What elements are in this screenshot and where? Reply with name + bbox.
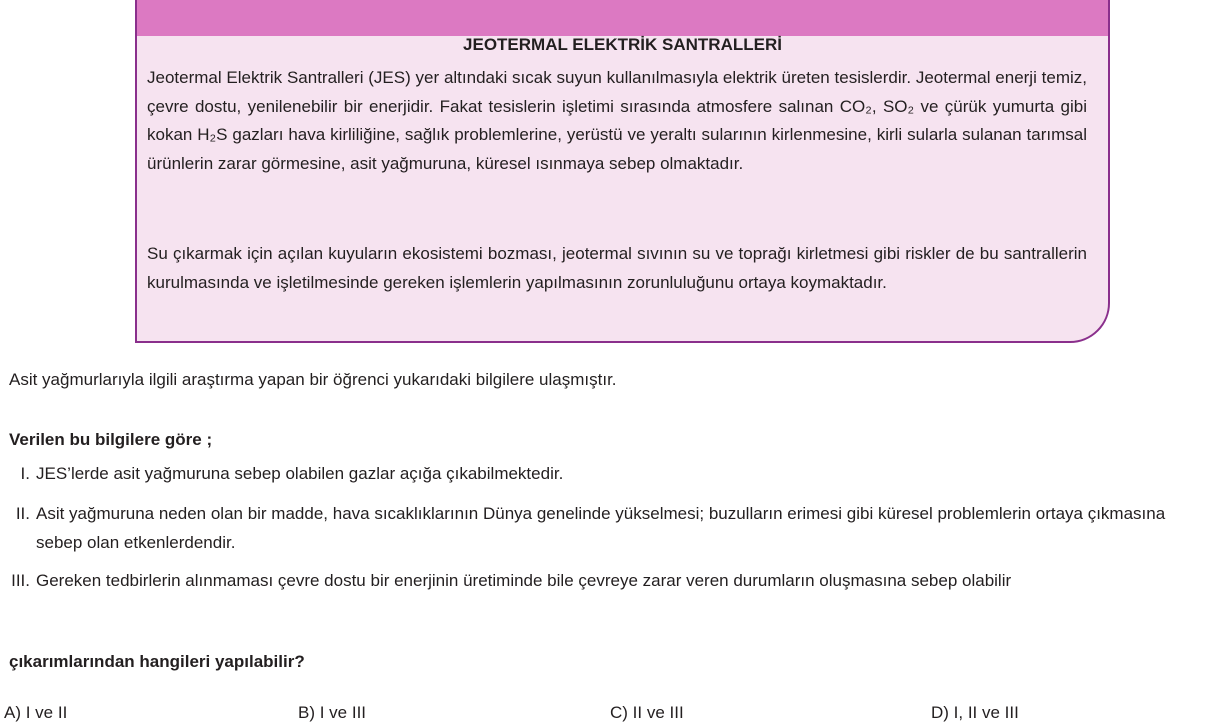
box-title: JEOTERMAL ELEKTRİK SANTRALLERİ bbox=[463, 35, 782, 54]
header-band bbox=[137, 0, 1108, 36]
option-d[interactable]: D) I, II ve III bbox=[931, 703, 1019, 722]
option-a[interactable]: A) I ve II bbox=[4, 703, 68, 722]
question-prompt: çıkarımlarından hangileri yapılabilir? bbox=[9, 652, 305, 671]
statement-text: Gereken tedbirlerin alınmaması çevre dostu bir enerjinin üretiminde bile çevreye zarar veren durumların oluşmasına sebep olabilir bbox=[36, 571, 1012, 590]
statement-number: III. bbox=[11, 571, 30, 590]
info-box bbox=[135, 0, 1110, 343]
question-lead: Verilen bu bilgilere göre ; bbox=[9, 430, 213, 449]
statement-number: I. bbox=[20, 464, 30, 483]
box-paragraph-2: Su çıkarmak için açılan kuyuların ekosistemi bozması, jeotermal sıvının su ve toprağı kirletmesi gibi riskler de bu santrallerin kurulmasında ve işletilmesinde gereken işlemlerin yapılmasının zorunluluğunu ortaya koymaktadır. bbox=[147, 244, 1087, 292]
option-c[interactable]: C) II ve III bbox=[610, 703, 684, 722]
statement-text: JES’lerde asit yağmuruna sebep olabilen gazlar açığa çıkabilmektedir. bbox=[36, 464, 564, 483]
box-paragraph-1: Jeotermal Elektrik Santralleri (JES) yer altındaki sıcak suyun kullanılmasıyla elektrik üreten tesislerdir. Jeotermal enerji temiz, çevre dostu, yenilenebilir bir enerjidir. Fakat tesislerin işletimi sırasında atmosfere salınan CO₂, SO₂ ve çürük yumurta gibi kokan H₂S gazları hava kirliliğine, sağlık problemlerine, yerüstü ve yeraltı sularının kirlenmesine, kirli sularla sulanan tarımsal ürünlerin zarar görmesine, asit yağmuruna, küresel ısınmaya sebep olmaktadır. bbox=[147, 68, 1087, 173]
option-b[interactable]: B) I ve III bbox=[298, 703, 367, 722]
statement-text: Asit yağmuruna neden olan bir madde, hava sıcaklıklarının Dünya genelinde yükselmesi; buzulların erimesi gibi küresel problemlerin ortaya çıkmasına sebep olan etkenlerdendir. bbox=[36, 504, 1166, 552]
statement-number: II. bbox=[15, 504, 30, 523]
question-intro: Asit yağmurlarıyla ilgili araştırma yapan bir öğrenci yukarıdaki bilgilere ulaşmıştır. bbox=[9, 370, 617, 389]
